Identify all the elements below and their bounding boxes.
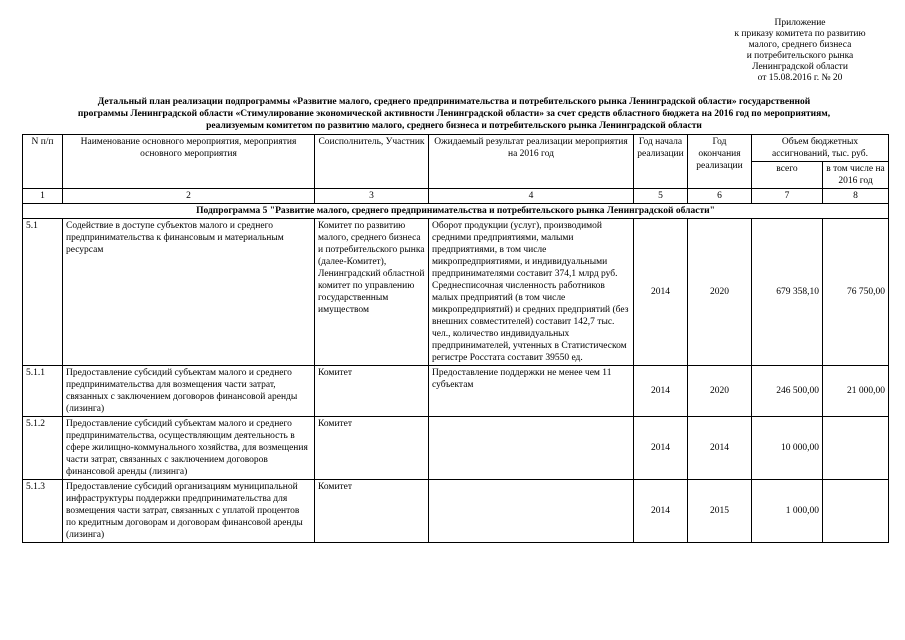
row-num: 5.1 [23, 219, 63, 366]
column-number: 7 [752, 189, 823, 204]
row-result: Оборот продукции (услуг), производимой средними предприятиями, малыми предприятиями, в том числе микропредприятиями, и индивидуальными предпринимателями составит 374,1 млрд руб. Среднесписочная численность работников малых предприятий (в том числе микропредприятий) и средних предприятий (без внешних совместителей) составит 142,7 тыс. чел., количество индивидуальных предпринимателей, учтенных в Статистическом регистре Росстата составит 39550 ед. [429, 219, 634, 366]
subprogram-title: Подпрограмма 5 "Развитие малого, среднего предпринимательства и потребительского рынка Ленинградской области" [23, 204, 889, 219]
header-2016: в том числе на 2016 год [823, 162, 889, 189]
header-total: всего [752, 162, 823, 189]
row-total: 1 000,00 [752, 480, 823, 543]
row-executor: Комитет по развитию малого, среднего бизнеса и потребительского рынка (далее-Комитет), Ленинградский областной комитет по управлению государственным имуществом [315, 219, 429, 366]
header-executor: Соисполнитель, Участник [315, 135, 429, 189]
header-row [23, 135, 889, 162]
header-result: Ожидаемый результат реализации мероприятия на 2016 год [429, 135, 634, 189]
column-number: 8 [823, 189, 889, 204]
row-num: 5.1.1 [23, 366, 63, 417]
row-2016: 76 750,00 [823, 219, 889, 366]
column-number: 2 [63, 189, 315, 204]
row-result: Предоставление поддержки не менее чем 11 субъектам [429, 366, 634, 417]
row-end-year: 2020 [688, 366, 752, 417]
title-line: Детальный план реализации подпрограммы «Развитие малого, среднего предпринимательства и потребительского рынка Ленинградской области» государственной [97, 97, 811, 107]
subprogram-row [23, 204, 889, 219]
row-end-year: 2015 [688, 480, 752, 543]
table-row [23, 366, 889, 417]
row-start-year: 2014 [634, 480, 688, 543]
header-volume: Объем бюджетных ассигнований, тыс. руб. [752, 135, 889, 162]
row-end-year: 2020 [688, 219, 752, 366]
row-result [429, 480, 634, 543]
row-start-year: 2014 [634, 366, 688, 417]
table-row [23, 480, 889, 543]
row-2016: 21 000,00 [823, 366, 889, 417]
column-number: 6 [688, 189, 752, 204]
table-row [23, 417, 889, 480]
appendix-line: и потребительского рынка [746, 51, 854, 61]
row-result [429, 417, 634, 480]
title-line: реализуемым комитетом по развитию малого, среднего бизнеса и потребительского рынка Ленинградской области [206, 121, 702, 131]
column-number-row [23, 189, 889, 204]
header-num: N п/п [23, 135, 63, 189]
appendix-line: Ленинградской области [752, 62, 848, 72]
table-row [23, 219, 889, 366]
row-total: 246 500,00 [752, 366, 823, 417]
row-start-year: 2014 [634, 417, 688, 480]
header-name: Наименование основного мероприятия, мероприятия основного мероприятия [63, 135, 315, 189]
row-num: 5.1.3 [23, 480, 63, 543]
column-number: 5 [634, 189, 688, 204]
row-2016 [823, 480, 889, 543]
column-number: 3 [315, 189, 429, 204]
row-end-year: 2014 [688, 417, 752, 480]
appendix-header [700, 18, 900, 84]
header-end-year: Год окончания реализации [688, 135, 752, 189]
column-number: 4 [429, 189, 634, 204]
row-2016 [823, 417, 889, 480]
row-total: 10 000,00 [752, 417, 823, 480]
title-line: программы Ленинградской области «Стимулирование экономической активности Ленинградской области» за счет средств областного бюджета на 2016 год по мероприятиям, [77, 109, 831, 119]
appendix-line: к приказу комитета по развитию [734, 29, 866, 39]
row-executor: Комитет [315, 417, 429, 480]
document-title [22, 96, 886, 132]
row-start-year: 2014 [634, 219, 688, 366]
row-name: Предоставление субсидий субъектам малого и среднего предпринимательства, осуществляющим деятельность в сфере жилищно-коммунального хозяйства, для возмещения части затрат, связанных с заключением договоров финансовой аренды (лизинга) [63, 417, 315, 480]
column-number: 1 [23, 189, 63, 204]
row-executor: Комитет [315, 366, 429, 417]
header-start-year: Год начала реализации [634, 135, 688, 189]
plan-table [22, 134, 889, 543]
row-total: 679 358,10 [752, 219, 823, 366]
appendix-line: Приложение [774, 18, 826, 28]
row-num: 5.1.2 [23, 417, 63, 480]
row-name: Предоставление субсидий субъектам малого и среднего предпринимательства для возмещения части затрат, связанных с заключением договоров финансовой аренды (лизинга) [63, 366, 315, 417]
row-name: Содействие в доступе субъектов малого и среднего предпринимательства к финансовым и материальным ресурсам [63, 219, 315, 366]
row-name: Предоставление субсидий организациям муниципальной инфраструктуры поддержки предпринимательства для возмещения части затрат, связанных с уплатой процентов по кредитным договорам и договорам финансовой аренды (лизинга) [63, 480, 315, 543]
row-executor: Комитет [315, 480, 429, 543]
appendix-line: от 15.08.2016 г. № 20 [757, 73, 843, 83]
appendix-line: малого, среднего бизнеса [748, 40, 852, 50]
